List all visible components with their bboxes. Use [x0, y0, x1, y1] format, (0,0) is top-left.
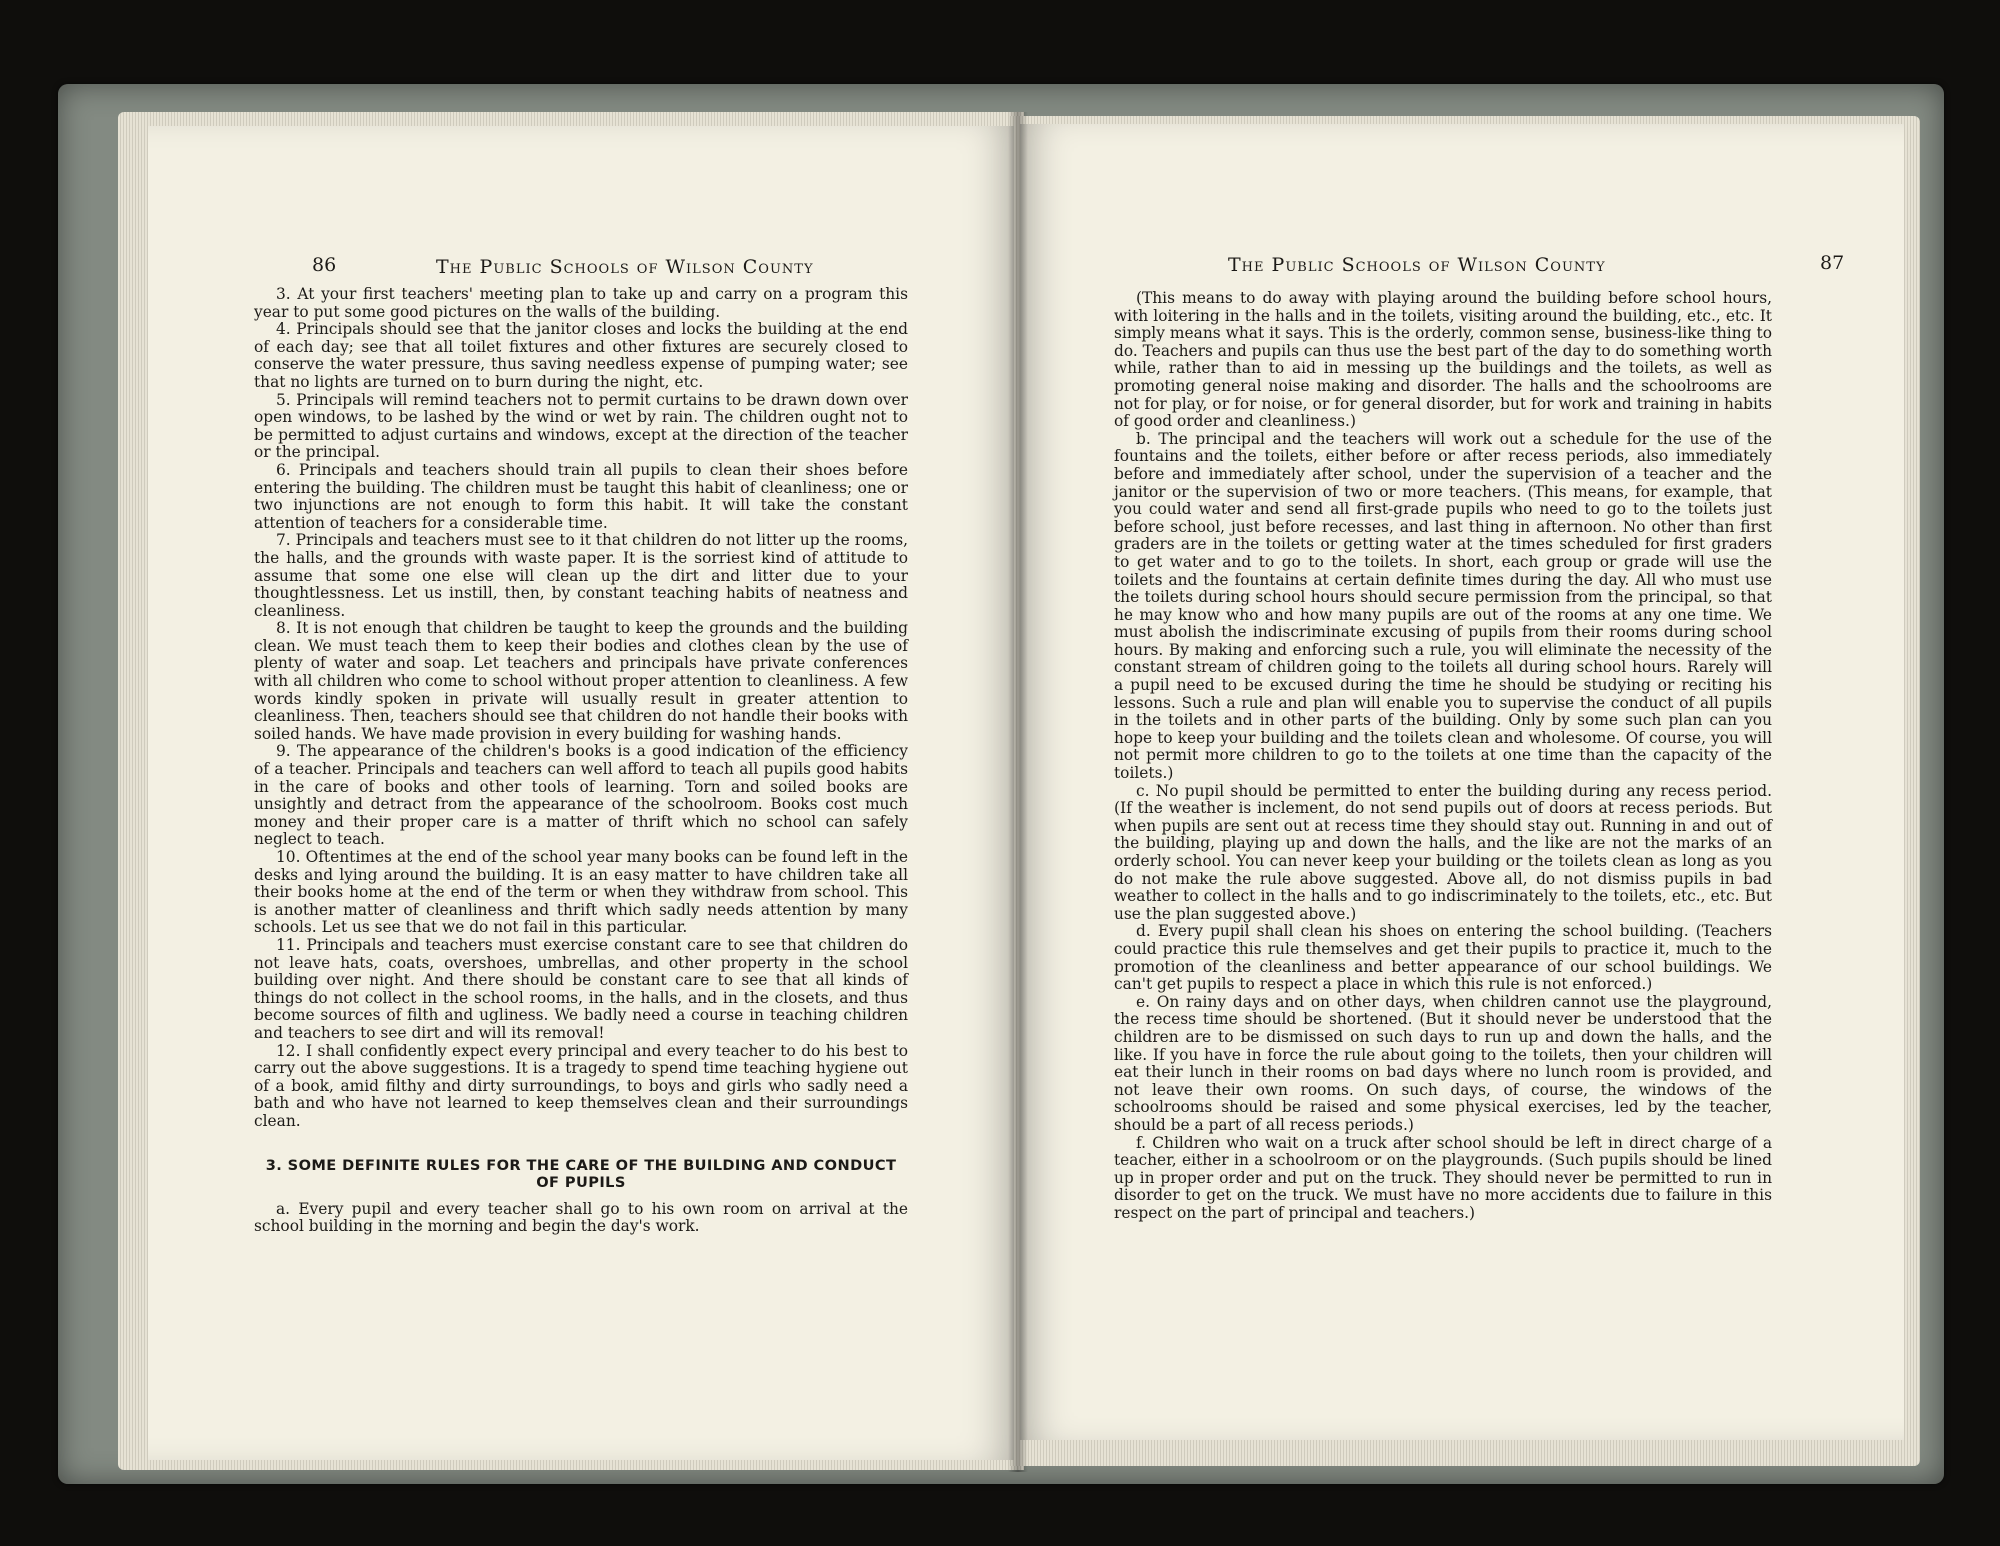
paragraph: b. The principal and the teachers will work out a schedule for the use of the fountains and the toilets, either before or after recess periods, also immediately before and immediately after school, under the supervision of a teacher and the janitor or the supervision of two or more teachers. (This means, for example, that you could water and send all first-grade pupils who need to go to the toilets just before school, just before recesses, and last thing in afternoon. No other than first graders are in the toilets or getting water at the times scheduled for first graders to get water and to go to the toilets. In short, each group or grade will use the toilets and the fountains at certain definite times during the day. All who must use the toilets during school hours should secure permission from the principal, so that he may know who and how many pupils are out of the rooms at any one time. We must abolish the indiscriminate excusing of pupils from their rooms during school hours. By making and enforcing such a rule, you will eliminate the necessity of the constant stream of children going to the toilets all during school hours. Rarely will a pupil need to be excused during the time he should be studying or reciting his lessons. Such a rule and plan will enable you to supervise the conduct of all pupils in the toilets and in other parts of the building. Only by some such plan can you hope to keep your building and the toilets clean and wholesome. Of course, you will not permit more children to go to the toilets at one time than the capacity of the toilets.)	[1114, 429, 1772, 783]
spine-shadow	[1008, 112, 1028, 1472]
paragraph: 9. The appearance of the children's books is a good indication of the efficiency of a teacher. Principals and teachers can well afford to teach all pupils good habits in the care of books and other tools of learning. Torn and soiled books are unsightly and detract from the appearance of the schoolroom. Books cost much money and their proper care is a matter of thrift which no school can safely neglect to teach.	[254, 742, 908, 849]
left-page-body	[254, 286, 908, 1236]
paragraph: 12. I shall confidently expect every principal and every teacher to do his best to carry out the above suggestions. It is a tragedy to spend time teaching hygiene out of a book, amid filthy and dirty surroundings, to boys and girls who sadly need a bath and who have not learned to keep themselves clean and their surroundings clean.	[254, 1041, 908, 1130]
paragraph: 8. It is not enough that children be taught to keep the grounds and the building clean. We must teach them to keep their bodies and clothes clean by the use of plenty of water and soap. Let teachers and principals have private conferences with all children who come to school without proper attention to cleanliness. A few words kindly spoken in private will usually result in greater attention to cleanliness. Then, teachers should see that children do not handle their books with soiled hands. We have made provision in every building for washing hands.	[254, 619, 908, 743]
paragraph: 7. Principals and teachers must see to it that children do not litter up the rooms, the halls, and the grounds with waste paper. It is the sorriest kind of attitude to assume that some one else will clean up the dirt and litter due to your thoughtlessness. Let us instill, then, by constant teaching habits of neatness and cleanliness.	[254, 531, 908, 620]
paragraph: d. Every pupil shall clean his shoes on entering the school building. (Teachers could practice this rule themselves and get their pupils to practice it, much to the promotion of the cleanliness and better appearance of our school buildings. We can't get pupils to respect a place in which this rule is not enforced.)	[1114, 922, 1772, 994]
paragraph: 6. Principals and teachers should train all pupils to clean their shoes before entering the building. The children must be taught this habit of cleanliness; one or two injunctions are not enough to form this habit. It will take the constant attention of teachers for a considerable time.	[254, 460, 908, 532]
paragraph: 3. At your first teachers' meeting plan to take up and carry on a program this year to put some good pictures on the walls of the building.	[254, 285, 908, 321]
left-page	[148, 126, 1014, 1460]
paragraph: c. No pupil should be permitted to enter the building during any recess period. (If the weather is inclement, do not send pupils out of doors at recess periods. But when pupils are sent out at recess time they should stay out. Running in and out of the building, playing up and down the halls, and the like are not the marks of an orderly school. You can never keep your building or the toilets clean as long as you do not make the rule above suggested. Above all, do not dismiss pupils in bad weather to collect in the halls and to go indiscriminately to the toilets, etc., etc. But use the plan suggested above.)	[1114, 781, 1772, 923]
right-page-body	[1114, 290, 1772, 1222]
running-head: The Public Schools of Wilson County	[436, 256, 814, 278]
paragraph: 4. Principals should see that the janitor closes and locks the building at the end of each day; see that all toilet fixtures and other fixtures are securely closed to conserve the water pressure, thus saving needless expense of pumping water; see that no lights are turned on to burn during the night, etc.	[254, 320, 908, 391]
page-number: 86	[312, 254, 337, 276]
section-heading: 3. SOME DEFINITE RULES FOR THE CARE OF THE BUILDING AND CONDUCT OF PUPILS	[265, 1156, 897, 1191]
paragraph: e. On rainy days and on other days, when children cannot use the playground, the recess time should be shortened. (But it should never be understood that the children are to be dismissed on such days to run up and down the halls, and the like. If you have in force the rule about going to the toilets, then your children will eat their lunch in their rooms on bad days where no lunch room is provided, and not leave their own rooms. On such days, of course, the windows of the schoolrooms should be raised and some physical exercises, led by the teacher, should be a part of all recess periods.)	[1114, 992, 1772, 1134]
paragraph: 10. Oftentimes at the end of the school year many books can be found left in the desks and lying around the building. It is an easy matter to have children take all their books home at the end of the term or when they withdraw from school. This is another matter of cleanliness and thrift which sadly needs attention by many schools. Let us see that we do not fail in this particular.	[254, 848, 908, 937]
page-number: 87	[1820, 252, 1845, 274]
paragraph: (This means to do away with playing around the building before school hours, with loitering in the halls and in the toilets, visiting around the building, etc., etc. It simply means what it says. This is the orderly, common sense, business-like thing to do. Teachers and pupils can thus use the best part of the day to do something worth while, rather than to aid in messing up the buildings and the toilets, as well as promoting general noise making and disorder. The halls and the schoolrooms are not for play, or for noise, or for general disorder, but for work and training in habits of good order and cleanliness.)	[1114, 289, 1772, 431]
paragraph: 5. Principals will remind teachers not to permit curtains to be drawn down over open windows, to be lashed by the wind or wet by rain. The children ought not to be permitted to adjust curtains and windows, except at the direction of the teacher or the principal.	[254, 390, 908, 462]
paragraph: 11. Principals and teachers must exercise constant care to see that children do not leave hats, coats, overshoes, umbrellas, and other property in the school building over night. And there should be constant care to see that all kinds of things do not collect in the school rooms, in the halls, and in the closets, and thus become sources of filth and ugliness. We badly need a course in teaching children and teachers to see dirt and will its removal!	[254, 935, 908, 1042]
right-page	[1020, 124, 1904, 1440]
paragraph: a. Every pupil and every teacher shall go to his own room on arrival at the school building in the morning and begin the day's work.	[254, 1199, 908, 1236]
running-head: The Public Schools of Wilson County	[1228, 254, 1606, 276]
paragraph: f. Children who wait on a truck after school should be left in direct charge of a teacher, either in a schoolroom or on the playgrounds. (Such pupils should be lined up in proper order and put on the truck. They should never be permitted to run in disorder to get on the truck. We must have no more accidents due to failure in this respect on the part of principal and teachers.)	[1114, 1133, 1772, 1222]
